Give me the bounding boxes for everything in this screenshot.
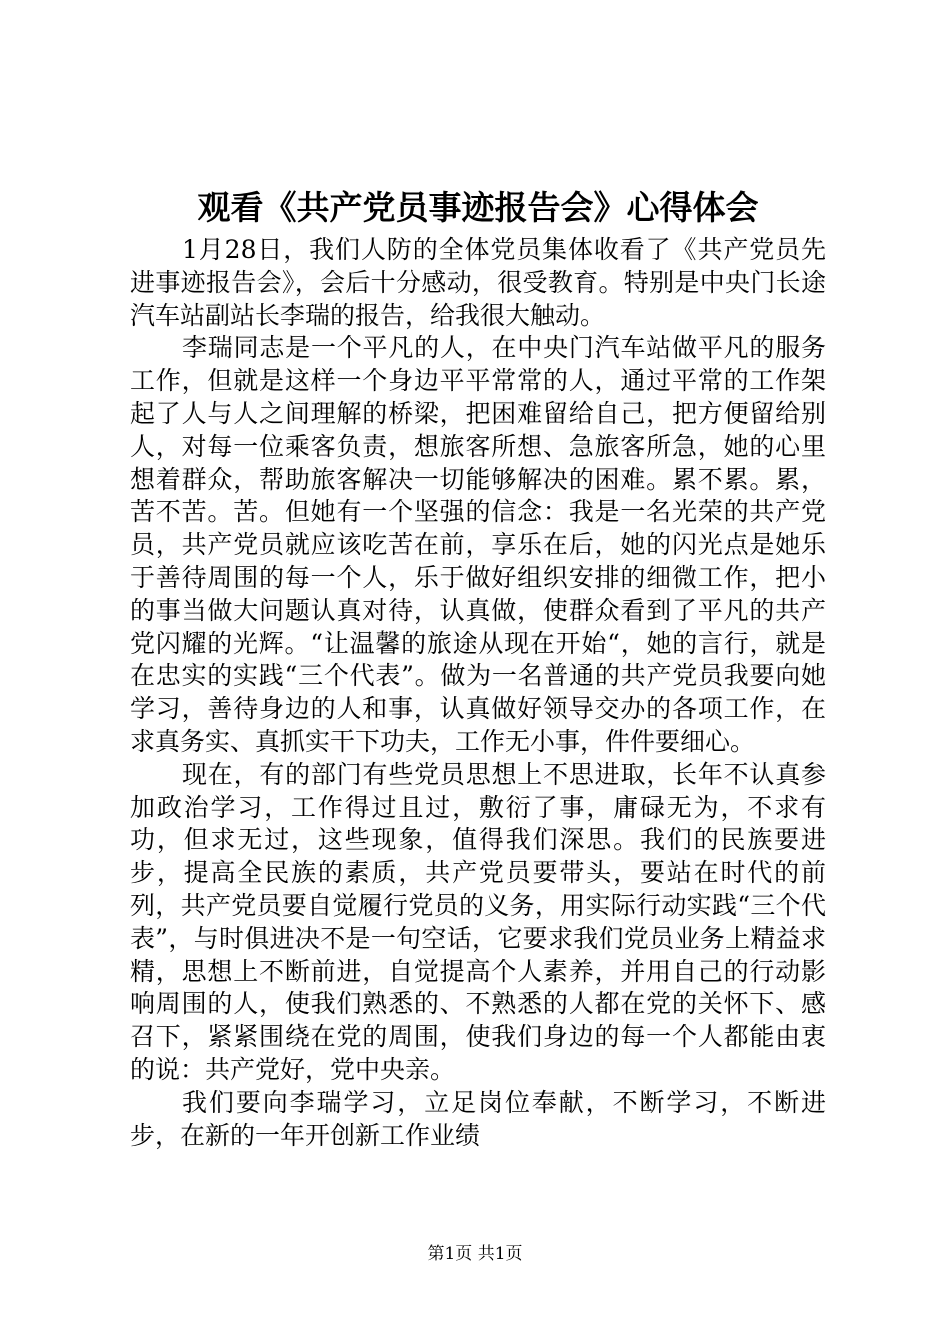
page-footer: 第1页 共1页 [427,1244,523,1264]
paragraph-1: 1月28日，我们人防的全体党员集体收看了《共产党员先进事迹报告会》，会后十分感动，很受教育。特别是中央门长途汽车站副站长李瑞的报告，给我很大触动。 [130,235,826,330]
paragraph-4: 我们要向李瑞学习，立足岗位奉献，不断学习，不断进步，在新的一年开创新工作业绩 [130,1087,826,1150]
document-body [130,182,826,1152]
document-title: 观看《共产党员事迹报告会》心得体会 [197,188,759,227]
paragraph-3: 现在，有的部门有些党员思想上不思进取，长年不认真参加政治学习，工作得过且过，敷衍了事，庸碌无为，不求有功，但求无过，这些现象，值得我们深思。我们的民族要进步，提高全民族的素质，共产党员要带头，要站在时代的前列，共产党员要自觉履行党员的义务，用实际行动实践“三个代表”，与时俱进决不是一句空话，它要求我们党员业务上精益求精，思想上不断前进，自觉提高个人素养，并用自己的行动影响周围的人，使我们熟悉的、不熟悉的人都在党的关怀下、感召下，紧紧围绕在党的周围，使我们身边的每一个人都能由衷的说：共产党好，党中央亲。 [130,759,826,1084]
paragraph-2: 李瑞同志是一个平凡的人，在中央门汽车站做平凡的服务工作，但就是这样一个身边平平常常的人，通过平常的工作架起了人与人之间理解的桥梁，把困难留给自己，把方便留给别人，对每一位乘客负责，想旅客所想、急旅客所急，她的心里想着群众，帮助旅客解决一切能够解决的困难。累不累。累，苦不苦。苦。但她有一个坚强的信念：我是一名光荣的共产党员，共产党员就应该吃苦在前，享乐在后，她的闪光点是她乐于善待周围的每一个人，乐于做好组织安排的细微工作，把小的事当做大问题认真对待，认真做，使群众看到了平凡的共产党闪耀的光辉。“让温馨的旅途从现在开始“，她的言行，就是在忠实的实践“三个代表”。做为一名普通的共产党员我要向她学习，善待身边的人和事，认真做好领导交办的各项工作，在求真务实、真抓实干下功夫，工作无小事，件件要细心。 [130,333,826,756]
